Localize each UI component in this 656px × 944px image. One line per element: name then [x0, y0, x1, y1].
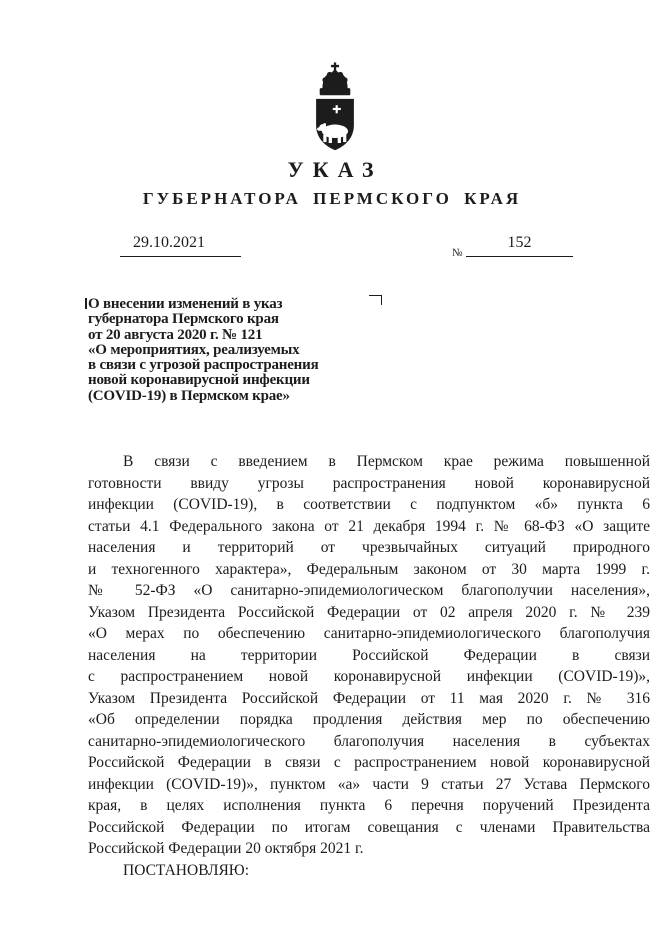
- body-line: готовности ввиду угрозы распространения новой коронавирусной: [88, 474, 650, 492]
- body-line: инфекции (COVID-19)», пунктом «а» части 9 статьи 27 Устава Пермского: [88, 775, 650, 793]
- body-line: населения и территорий от чрезвычайных ситуаций природного: [88, 539, 650, 556]
- body-line: Российской Федерации в связи с распространением новой коронавирусной: [88, 754, 650, 771]
- body-line: населения на территории Российской Федерации в связи: [88, 646, 650, 664]
- subject-block: [88, 297, 388, 404]
- subject-line: от 20 августа 2020 г. № 121: [88, 326, 263, 343]
- subject-line: в связи с угрозой распространения: [88, 357, 319, 374]
- document-type-title: УКАЗ: [287, 157, 383, 182]
- document-number: 152: [466, 234, 573, 257]
- issuing-authority-title: ГУБЕРНАТОРА ПЕРМСКОГО КРАЯ: [142, 189, 522, 208]
- subject-line: губернатора Пермского края: [88, 311, 279, 328]
- body-line: № 52-ФЗ «О санитарно-эпидемиологическом благополучии населения»,: [88, 582, 650, 599]
- resolution-word: ПОСТАНОВЛЯЮ:: [123, 861, 250, 879]
- perm-krai-coat-of-arms-icon: [308, 62, 362, 152]
- subject-line: новой коронавирусной инфекции: [88, 372, 310, 389]
- document-date: 29.10.2021: [120, 234, 241, 257]
- body-line: «Об определении порядка продления действия мер по обеспечению: [88, 711, 650, 728]
- body-line: Российской Федерации по итогам совещания с членами Правительства: [88, 818, 650, 836]
- body-line: с распространением новой коронавирусной инфекции (COVID-19)»,: [88, 668, 650, 685]
- body-line: Российской Федерации 20 октября 2021 г.: [88, 840, 364, 857]
- subject-line: (COVID-19) в Пермском крае»: [88, 387, 290, 404]
- subject-right-corner-mark: [369, 295, 382, 305]
- body-line: санитарно-эпидемиологического благополучия населения в субъектах: [88, 732, 650, 750]
- subject-line: «О мероприятиях, реализуемых: [88, 341, 300, 358]
- body-line: «О мерах по обеспечению санитарно-эпидемиологического благополучия: [88, 625, 650, 642]
- subject-left-corner-mark: [85, 298, 87, 309]
- number-sign: №: [452, 247, 463, 259]
- body-line: Указом Президента Российской Федерации от 02 апреля 2020 г. № 239: [88, 603, 650, 621]
- body-line: и техногенного характера», Федеральным законом от 30 марта 1999 г.: [88, 560, 650, 578]
- subject-line: О внесении изменений в указ: [88, 296, 283, 312]
- body-line: края, в целях исполнения пункта 6 перечня поручений Президента: [88, 797, 650, 814]
- body-text: [88, 451, 650, 881]
- body-line: Указом Президента Российской Федерации от 11 мая 2020 г. № 316: [88, 689, 650, 707]
- body-line: В связи с введением в Пермском крае режима повышенной: [123, 453, 650, 470]
- body-line: статьи 4.1 Федерального закона от 21 декабря 1994 г. № 68-ФЗ «О защите: [88, 517, 650, 535]
- body-line: инфекции (COVID-19), в соответствии с подпунктом «б» пункта 6: [88, 496, 650, 513]
